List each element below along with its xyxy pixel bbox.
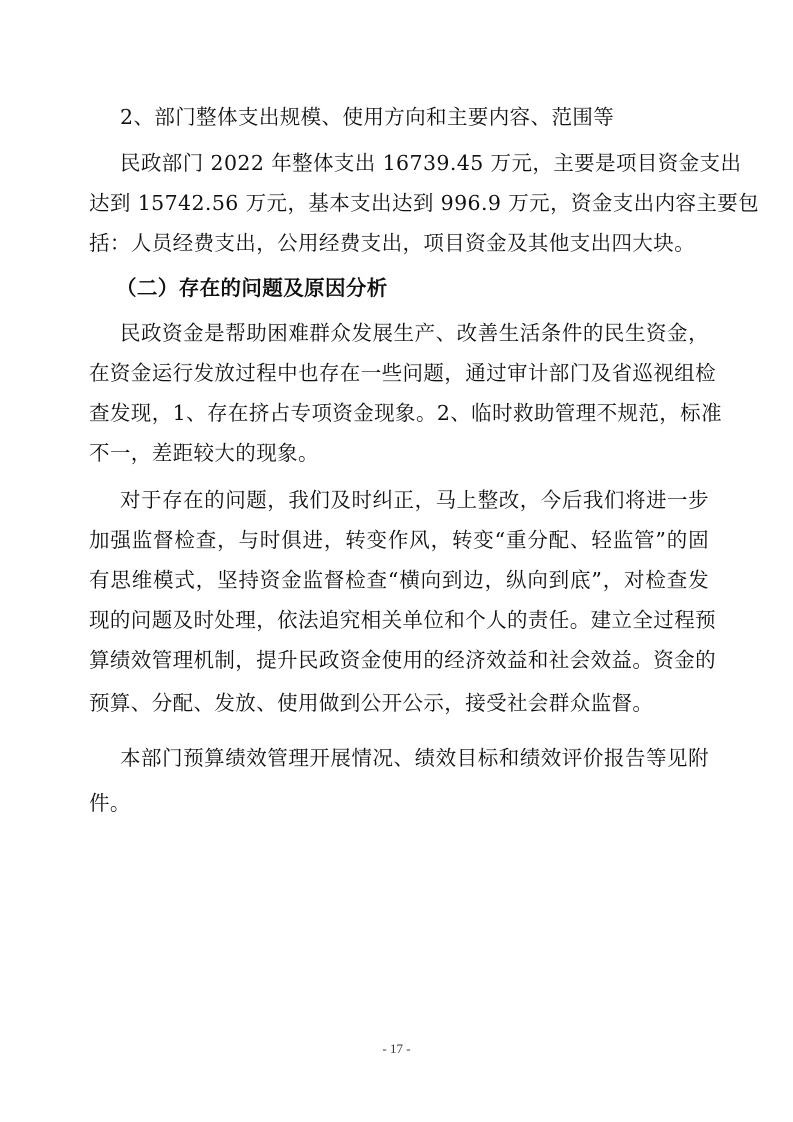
paragraph-line: 不一，差距较大的现象。	[89, 441, 319, 465]
paragraph-line: 加强监督检查，与时俱进，转变作风，转变“重分配、轻监管”的固	[89, 528, 709, 552]
paragraph-line: 现的问题及时处理，依法追究相关单位和个人的责任。建立全过程预	[89, 608, 716, 632]
paragraph-line: 民政资金是帮助困难群众发展生产、改善生活条件的民生资金，	[120, 321, 709, 345]
paragraph-line: 括：人员经费支出，公用经费支出，项目资金及其他支出四大块。	[89, 231, 696, 255]
paragraph-line: 达到 15742.56 万元，基本支出达到 996.9 万元，资金支出内容主要包	[89, 191, 760, 215]
paragraph-line: 本部门预算绩效管理开展情况、绩效目标和绩效评价报告等见附	[120, 746, 709, 770]
subheading: （二）存在的问题及原因分析	[116, 276, 388, 300]
paragraph-line: 预算、分配、发放、使用做到公开公示，接受社会群众监督。	[89, 691, 654, 715]
paragraph-line: 查发现，1、存在挤占专项资金现象。2、临时救助管理不规范，标准	[89, 401, 722, 425]
page-number: - 17 -	[382, 1041, 411, 1056]
paragraph-line: 有思维模式，坚持资金监督检查“横向到边，纵向到底”，对检查发	[89, 568, 709, 592]
paragraph-line: 对于存在的问题，我们及时纠正，马上整改，今后我们将进一步	[120, 488, 709, 512]
paragraph-line: 算绩效管理机制，提升民政资金使用的经济效益和社会效益。资金的	[89, 648, 716, 672]
paragraph-line: 民政部门 2022 年整体支出 16739.45 万元，主要是项目资金支出	[120, 151, 742, 175]
paragraph-line: 在资金运行发放过程中也存在一些问题，通过审计部门及省巡视组检	[89, 361, 716, 385]
paragraph-line: 件。	[89, 791, 131, 815]
section-title: 2、部门整体支出规模、使用方向和主要内容、范围等	[120, 105, 615, 129]
